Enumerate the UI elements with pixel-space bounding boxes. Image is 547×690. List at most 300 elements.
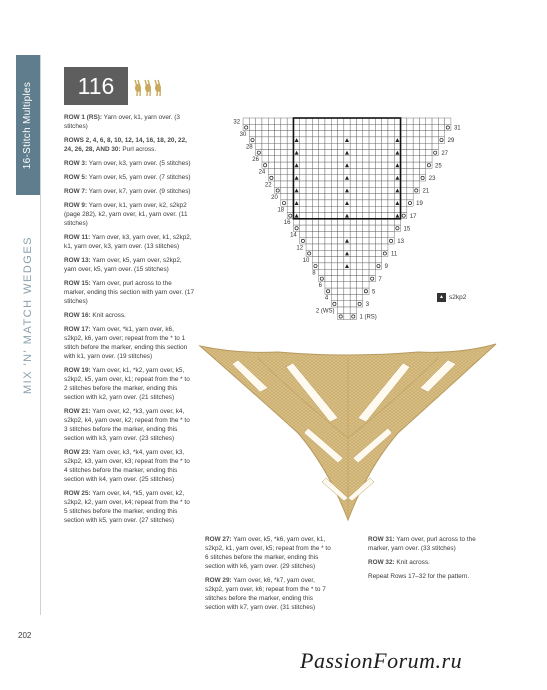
- chart-cell: [300, 213, 306, 219]
- chart-cell: [281, 137, 287, 143]
- chart-cell: [338, 181, 344, 187]
- chart-cell: [432, 150, 438, 156]
- chart-cell: [312, 168, 318, 174]
- chart-cell: [338, 131, 344, 137]
- chart-cell: [325, 276, 331, 282]
- chart-cell: [350, 294, 356, 300]
- chart-cell: [325, 187, 331, 193]
- chart-cell: [363, 150, 369, 156]
- chart-cell: [306, 131, 312, 137]
- row-number-left: 24: [258, 169, 266, 176]
- chart-cell: [363, 124, 369, 130]
- chart-cell: [338, 206, 344, 212]
- chart-cell: [344, 231, 350, 237]
- chart-cell: [312, 231, 318, 237]
- chart-cell: [356, 181, 362, 187]
- chart-cell: [344, 118, 350, 124]
- chart-cell: [419, 156, 425, 162]
- chart-cell: [369, 150, 375, 156]
- chart-cell: [350, 206, 356, 212]
- chart-cell: [319, 156, 325, 162]
- chart-cell: [407, 156, 413, 162]
- legend-label: s2kp2: [449, 294, 467, 301]
- chart-cell: [375, 175, 381, 181]
- chart-cell: [331, 156, 337, 162]
- chart-cell: [350, 219, 356, 225]
- chart-cell: [432, 143, 438, 149]
- chart-cell: [394, 118, 400, 124]
- instruction-row: [64, 173, 194, 182]
- chart-cell: [268, 143, 274, 149]
- chart-cell: [338, 187, 344, 193]
- row-label: ROW 15:: [64, 280, 91, 287]
- chart-cell: [363, 181, 369, 187]
- chart-cell: [319, 206, 325, 212]
- instruction-row: [64, 311, 194, 320]
- row-text: Repeat Rows 17–32 for the pattern.: [368, 573, 470, 580]
- chart-cell: [325, 244, 331, 250]
- chart-cell: [325, 288, 331, 294]
- row-number-left: 14: [290, 232, 297, 239]
- chart-cell: [401, 124, 407, 130]
- chart-cell: [419, 118, 425, 124]
- chart-cell: [287, 137, 293, 143]
- chart-cell: [312, 194, 318, 200]
- chart-cell: [363, 269, 369, 275]
- chart-cell: [344, 225, 350, 231]
- chart-cell: [249, 131, 255, 137]
- chart-cell: [325, 194, 331, 200]
- chart-cell: [325, 250, 331, 256]
- chart-cell: [325, 257, 331, 263]
- chart-cell: [356, 244, 362, 250]
- chart-cell: [312, 175, 318, 181]
- chart-cell: [281, 175, 287, 181]
- category-label: 16-Stitch Multiples: [22, 81, 34, 169]
- chart-cell: [331, 143, 337, 149]
- chart-cell: [388, 225, 394, 231]
- chart-cell: [388, 156, 394, 162]
- chart-cell: [356, 282, 362, 288]
- chart-cell: [382, 213, 388, 219]
- chart-cell: [281, 118, 287, 124]
- instruction-row: [368, 572, 488, 581]
- chart-cell: [338, 276, 344, 282]
- chart-cell: [331, 200, 337, 206]
- chart-cell: [432, 131, 438, 137]
- chart-cell: [388, 206, 394, 212]
- chart-cell: [319, 181, 325, 187]
- chart-cell: [369, 269, 375, 275]
- chart-cell: [312, 181, 318, 187]
- chart-cell: [293, 181, 299, 187]
- chart-cell: [306, 137, 312, 143]
- chart-cell: [306, 124, 312, 130]
- chart-cell: [275, 156, 281, 162]
- section-label: MIX 'N' MATCH WEDGES: [22, 235, 34, 395]
- chart-cell: [262, 124, 268, 130]
- chart-cell: [319, 137, 325, 143]
- row-text: Yarn over, k7, yarn over. (9 stitches): [87, 188, 191, 195]
- chart-cell: [363, 168, 369, 174]
- chart-cell: [382, 219, 388, 225]
- chart-cell: [419, 175, 425, 181]
- chart-cell: [293, 143, 299, 149]
- chart-cell: [344, 219, 350, 225]
- chart-cell: [356, 269, 362, 275]
- chart-cell: [438, 118, 444, 124]
- instruction-row: [64, 448, 194, 484]
- chart-cell: [281, 168, 287, 174]
- chart-cell: [281, 156, 287, 162]
- chart-cell: [350, 225, 356, 231]
- chart-cell: [338, 124, 344, 130]
- chart-cell: [426, 118, 432, 124]
- chart-cell: [338, 288, 344, 294]
- chart-cell: [300, 194, 306, 200]
- chart-cell: [319, 143, 325, 149]
- chart-cell: [407, 194, 413, 200]
- chart-cell: [363, 276, 369, 282]
- chart-cell: [319, 263, 325, 269]
- chart-cell: [338, 168, 344, 174]
- knitting-chart: [222, 112, 472, 334]
- chart-cell: [382, 231, 388, 237]
- chart-cell: [262, 143, 268, 149]
- chart-cell: [401, 137, 407, 143]
- chart-cell: [306, 200, 312, 206]
- chart-cell: [363, 244, 369, 250]
- chart-cell: [300, 137, 306, 143]
- chart-cell: [306, 225, 312, 231]
- chart-cell: [356, 288, 362, 294]
- chart-cell: [382, 168, 388, 174]
- chart-cell: [306, 238, 312, 244]
- chart-cell: [338, 137, 344, 143]
- row-text: Yarn over, k3, yarn over. (5 stitches): [87, 160, 191, 167]
- chart-cell: [356, 137, 362, 143]
- row-text: Yarn over, k3, *k4, yarn over, k3, s2kp2, k3, yarn over, k3; repeat from the * to 4 stitches before the marker, ending this section with k4, yarn over. (25 stitches): [64, 449, 190, 483]
- instruction-row: [368, 558, 488, 567]
- chart-cell: [401, 131, 407, 137]
- chart-cell: [356, 257, 362, 263]
- chart-cell: [401, 162, 407, 168]
- instruction-row: [64, 187, 194, 196]
- chart-cell: [312, 143, 318, 149]
- chart-cell: [338, 219, 344, 225]
- chart-cell: [382, 137, 388, 143]
- chart-cell: [331, 257, 337, 263]
- chart-cell: [369, 118, 375, 124]
- chart-cell: [388, 194, 394, 200]
- chart-cell: [312, 137, 318, 143]
- chart-cell: [338, 263, 344, 269]
- chart-cell: [438, 124, 444, 130]
- chart-cell: [388, 213, 394, 219]
- chart-cell: [331, 301, 337, 307]
- chart-cell: [394, 181, 400, 187]
- chart-cell: [394, 168, 400, 174]
- knitted-shawl-photo: [198, 338, 498, 524]
- chart-cell: [325, 282, 331, 288]
- chart-cell: [394, 124, 400, 130]
- chart-cell: [350, 150, 356, 156]
- chart-cell: [363, 238, 369, 244]
- sidebar-divider: [40, 55, 41, 615]
- chart-cell: [356, 294, 362, 300]
- chart-cell: [287, 162, 293, 168]
- row-label: ROW 17:: [64, 326, 91, 333]
- chart-cell: [382, 200, 388, 206]
- chart-cell: [401, 150, 407, 156]
- chart-cell: [369, 124, 375, 130]
- chart-cell: [306, 168, 312, 174]
- chart-cell: [350, 200, 356, 206]
- chart-cell: [293, 194, 299, 200]
- chart-cell: [325, 231, 331, 237]
- row-number-right: 5: [372, 289, 376, 296]
- chart-cell: [275, 162, 281, 168]
- chart-cell: [338, 156, 344, 162]
- chart-cell: [363, 288, 369, 294]
- chart-cell: [344, 313, 350, 319]
- chart-cell: [375, 162, 381, 168]
- row-number-right: 7: [378, 276, 382, 283]
- instruction-row: [205, 576, 333, 612]
- chart-cell: [287, 156, 293, 162]
- chart-cell: [388, 187, 394, 193]
- chart-cell: [338, 200, 344, 206]
- chart-cell: [293, 124, 299, 130]
- chart-cell: [262, 118, 268, 124]
- chart-cell: [300, 124, 306, 130]
- row-label: ROW 25:: [64, 490, 91, 497]
- chart-cell: [262, 131, 268, 137]
- row-text: Yarn over, k1, yarn over, k2, s2kp2 (page 282), k2, yarn over, k1, yarn over. (11 stitches): [64, 202, 188, 227]
- chart-cell: [413, 187, 419, 193]
- row-number-right: 25: [435, 163, 442, 170]
- chart-cell: [338, 307, 344, 313]
- chart-cell: [325, 124, 331, 130]
- chart-cell: [394, 143, 400, 149]
- row-text: Purl across.: [120, 146, 157, 153]
- chart-cell: [388, 137, 394, 143]
- row-label: ROW 27:: [205, 536, 232, 543]
- chart-cell: [350, 307, 356, 313]
- row-text: Yarn over, k6, *k7, yarn over, s2kp2, yarn over, k6; repeat from the * to 7 stitches before the marker, ending this section with k7, yarn over. (31 stitches): [205, 577, 326, 611]
- chart-cell: [338, 257, 344, 263]
- chart-cell: [275, 187, 281, 193]
- chart-cell: [256, 118, 262, 124]
- chart-cell: [338, 231, 344, 237]
- chart-cell: [319, 269, 325, 275]
- chart-cell: [331, 276, 337, 282]
- chart-cell: [407, 162, 413, 168]
- chart-cell: [281, 124, 287, 130]
- chart-cell: [331, 124, 337, 130]
- chart-cell: [369, 263, 375, 269]
- chart-cell: [369, 162, 375, 168]
- chart-cell: [319, 150, 325, 156]
- chart-cell: [363, 213, 369, 219]
- chart-cell: [388, 238, 394, 244]
- chart-cell: [331, 294, 337, 300]
- chart-cell: [407, 118, 413, 124]
- chart-cell: [356, 231, 362, 237]
- chart-cell: [382, 131, 388, 137]
- chart-cell: [369, 238, 375, 244]
- chart-cell: [306, 244, 312, 250]
- chart-cell: [325, 213, 331, 219]
- chart-cell: [382, 187, 388, 193]
- chart-cell: [331, 187, 337, 193]
- instructions-column-3: [368, 535, 488, 586]
- chart-cell: [325, 238, 331, 244]
- chart-cell: [375, 257, 381, 263]
- chart-cell: [300, 187, 306, 193]
- instructions-column-2: [205, 535, 333, 617]
- chart-cell: [331, 225, 337, 231]
- chart-cell: [350, 213, 356, 219]
- row-number-right: 11: [390, 251, 398, 258]
- chart-cell: [300, 181, 306, 187]
- chart-cell: [445, 118, 451, 124]
- chart-cell: [300, 143, 306, 149]
- row-label: ROW 1 (RS):: [64, 114, 102, 121]
- row-text: Yarn over, k5, yarn over, s2kp2, yarn over, k5, yarn over. (15 stitches): [64, 257, 182, 273]
- row-number-left: 4: [324, 295, 329, 302]
- chart-cell: [344, 156, 350, 162]
- chart-cell: [363, 257, 369, 263]
- chart-cell: [287, 213, 293, 219]
- chart-cell: [438, 137, 444, 143]
- chart-cell: [268, 118, 274, 124]
- chart-cell: [300, 118, 306, 124]
- row-label: ROW 9:: [64, 202, 88, 209]
- chart-cell: [419, 168, 425, 174]
- chart-cell: [306, 143, 312, 149]
- chart-cell: [375, 238, 381, 244]
- chart-cell: [445, 124, 451, 130]
- chart-cell: [388, 131, 394, 137]
- chart-cell: [319, 200, 325, 206]
- chart-cell: [369, 175, 375, 181]
- chart-cell: [356, 156, 362, 162]
- chart-cell: [363, 225, 369, 231]
- instructions-column-1: [64, 113, 194, 530]
- chart-cell: [413, 124, 419, 130]
- chart-cell: [350, 301, 356, 307]
- chart-cell: [375, 156, 381, 162]
- chart-cell: [338, 244, 344, 250]
- chart-cell: [249, 124, 255, 130]
- row-text: Knit across.: [394, 559, 430, 566]
- chart-cell: [262, 137, 268, 143]
- chart-cell: [356, 219, 362, 225]
- row-number-right: 9: [384, 264, 388, 271]
- chart-cell: [363, 131, 369, 137]
- chart-cell: [344, 181, 350, 187]
- chart-cell: [350, 175, 356, 181]
- chart-cell: [401, 206, 407, 212]
- chart-cell: [281, 194, 287, 200]
- chart-cell: [419, 124, 425, 130]
- chart-cell: [369, 276, 375, 282]
- chart-cell: [262, 156, 268, 162]
- chart-cell: [344, 244, 350, 250]
- chart-cell: [268, 156, 274, 162]
- chart-cell: [375, 137, 381, 143]
- chart-cell: [375, 131, 381, 137]
- row-number-left: 18: [277, 207, 285, 214]
- chart-cell: [249, 137, 255, 143]
- row-text: Yarn over, purl across to the marker, yarn over. (33 stitches): [368, 536, 476, 552]
- chart-cell: [319, 238, 325, 244]
- chart-cell: [426, 162, 432, 168]
- chart-cell: [331, 131, 337, 137]
- chart-cell: [363, 282, 369, 288]
- chart-cell: [350, 131, 356, 137]
- chart-cell: [312, 257, 318, 263]
- chart-cell: [331, 263, 337, 269]
- chart-cell: [413, 181, 419, 187]
- chart-cell: [388, 118, 394, 124]
- chart-cell: [432, 118, 438, 124]
- row-number-right: 21: [422, 188, 430, 195]
- chart-cell: [356, 276, 362, 282]
- chart-cell: [382, 250, 388, 256]
- chart-cell: [369, 137, 375, 143]
- chart-cell: [356, 175, 362, 181]
- chart-cell: [432, 124, 438, 130]
- chart-cell: [249, 118, 255, 124]
- chart-cell: [344, 301, 350, 307]
- chart-cell: [375, 225, 381, 231]
- row-label: ROW 7:: [64, 188, 88, 195]
- chart-cell: [407, 124, 413, 130]
- chart-cell: [262, 162, 268, 168]
- instruction-row: [64, 136, 194, 154]
- chart-cell: [407, 143, 413, 149]
- chart-cell: [300, 231, 306, 237]
- row-label: ROW 13:: [64, 257, 91, 264]
- chart-cell: [319, 162, 325, 168]
- chart-cell: [344, 294, 350, 300]
- chart-cell: [426, 124, 432, 130]
- chart-cell: [331, 288, 337, 294]
- row-text: Yarn over, *k1, yarn over, k6, s2kp2, k6, yarn over; repeat from the * to 1 stitch before the marker, ending this section with k1, yarn over. (19 stitches): [64, 326, 188, 360]
- chart-cell: [319, 276, 325, 282]
- chart-cell: [356, 263, 362, 269]
- chart-cell: [369, 131, 375, 137]
- chart-cell: [356, 143, 362, 149]
- chart-cell: [331, 219, 337, 225]
- chart-cell: [338, 301, 344, 307]
- chart-cell: [413, 168, 419, 174]
- chart-cell: [312, 206, 318, 212]
- chart-cell: [419, 131, 425, 137]
- chart-cell: [375, 187, 381, 193]
- chart-cell: [319, 118, 325, 124]
- chart-cell: [350, 263, 356, 269]
- row-text: Yarn over, k2, *k3, yarn over, k4, s2kp2, k4, yarn over, k2; repeat from the * to 3 stitches before the marker, ending this section with k3, yarn over. (23 stitches): [64, 408, 190, 442]
- chart-cell: [413, 175, 419, 181]
- chart-cell: [312, 225, 318, 231]
- chart-cell: [350, 143, 356, 149]
- chart-cell: [344, 257, 350, 263]
- chart-cell: [325, 175, 331, 181]
- chart-cell: [293, 206, 299, 212]
